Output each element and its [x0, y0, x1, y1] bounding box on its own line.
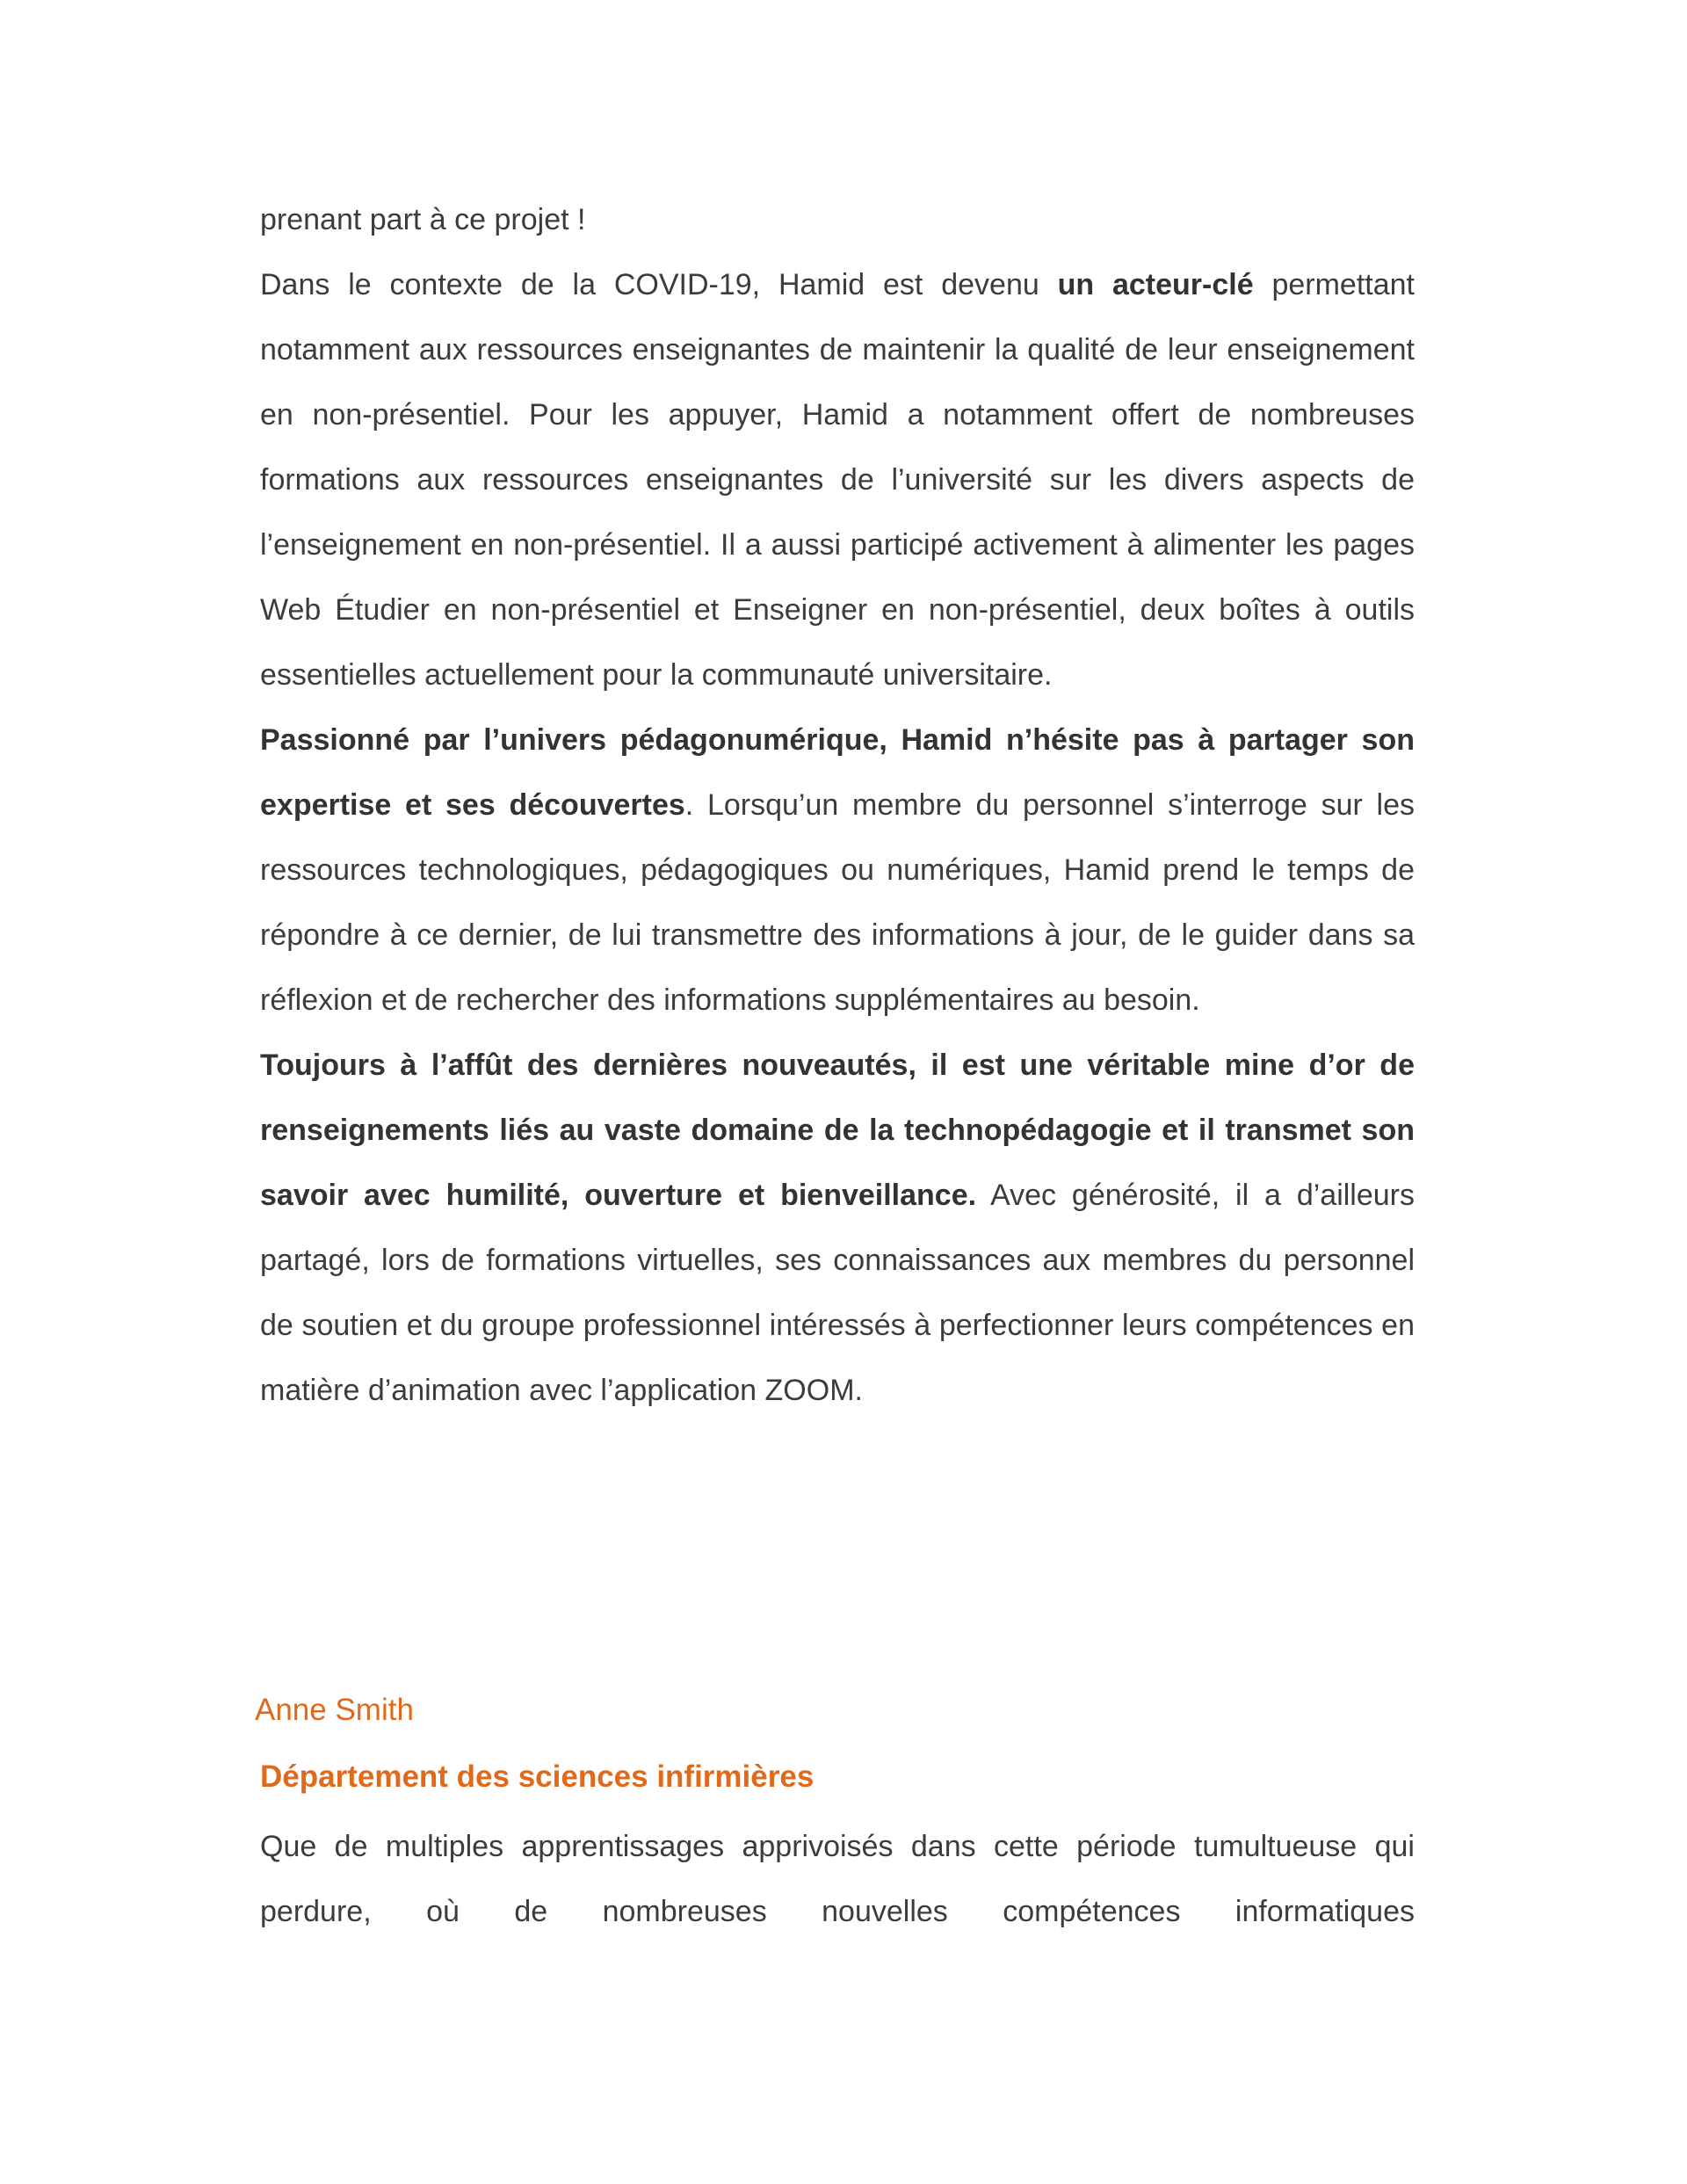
paragraph-knowledge — [260, 1033, 1415, 1423]
paragraph-covid-role — [260, 252, 1415, 707]
paragraph-testimonial: Que de multiples apprentissages apprivoisés dans cette période tumultueuse qui perdure, où de nombreuses nouvelles compétences informatiques — [260, 1830, 1415, 1928]
para3-bold: Toujours à l’affût des dernières nouveautés, il est une véritable mine d’or de renseignements liés au vaste domaine de la technopédagogie et il transmet son savoir avec humilité, ouverture et bienveillance. — [260, 1048, 1415, 1212]
para2-bold: Passionné par l’univers pédagonumérique, Hamid n’hésite pas à partager son expertise et ses découvertes — [260, 723, 1415, 822]
para1-lead: Dans le contexte de la COVID-19, Hamid est devenu — [260, 268, 1058, 301]
para2-rest: . Lorsqu’un membre du personnel s’interroge sur les ressources technologiques, pédagogiques ou numériques, Hamid prend le temps de répondre à ce dernier, de lui transmettre des informations à jour, de le guider dans sa réflexion et de rechercher des informations supplémentaires au besoin. — [260, 788, 1415, 1017]
para1-bold: un acteur-clé — [1057, 268, 1254, 301]
nominator-department: Département des sciences infirmières — [260, 1760, 815, 1794]
paragraph-expertise — [260, 707, 1415, 1033]
body-text-bottom — [260, 1814, 1415, 1944]
intro-continuation: prenant part à ce projet ! — [260, 203, 586, 236]
body-text-top — [260, 187, 1415, 1423]
para1-rest: permettant notamment aux ressources enseignantes de maintenir la qualité de leur enseignement en non-présentiel. Pour les appuyer, Hamid a notamment offert de nombreuses formations aux ressources enseignantes de l’université sur les divers aspects de l’enseignement en non-présentiel. Il a aussi participé activement à alimenter les pages Web Étudier en non-présentiel et Enseigner en non-présentiel, deux boîtes à outils essentielles actuellement pour la communauté universitaire. — [260, 268, 1415, 692]
nominator-name: Anne Smith — [255, 1693, 414, 1727]
para3-rest: Avec générosité, il a d’ailleurs partagé, lors de formations virtuelles, ses connaissances aux membres du personnel de soutien et du groupe professionnel intéressés à perfectionner leurs compétences en matière d’animation avec l’application ZOOM. — [260, 1179, 1415, 1407]
